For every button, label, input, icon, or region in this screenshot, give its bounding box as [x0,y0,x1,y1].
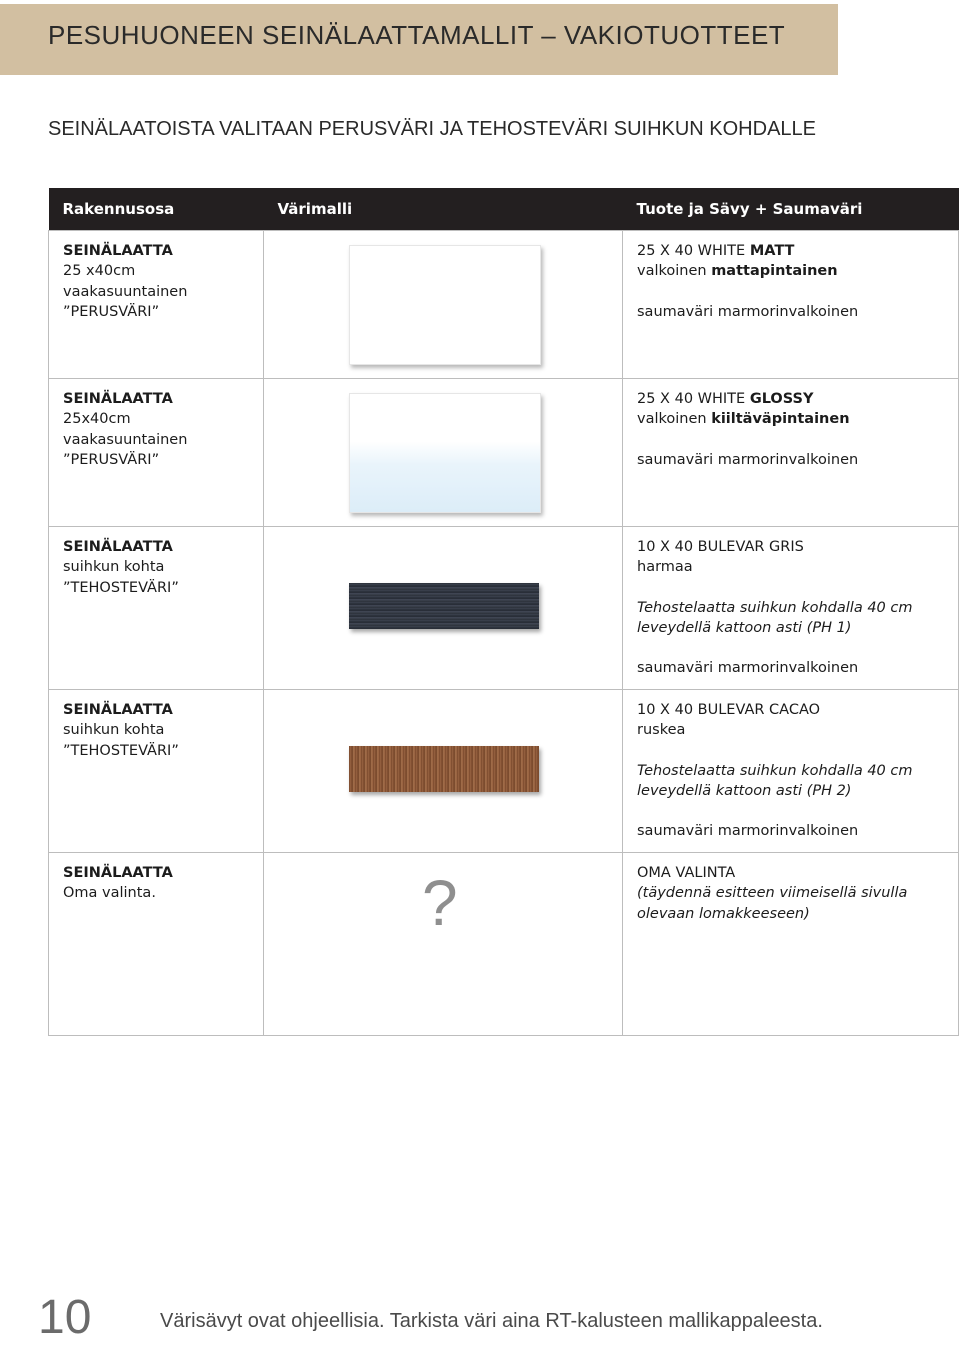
bulevar-gris-tile-swatch [349,583,539,629]
part-line: suihkun kohta [63,722,165,739]
product-shade: valkoinen mattapintainen [637,263,838,280]
part-cell [49,231,264,379]
table-row [49,690,959,853]
part-line: ”PERUSVÄRI” [63,451,160,468]
part-cell [49,853,264,1036]
part-cell [49,690,264,853]
question-mark-icon: ? [422,867,458,939]
product-name: 10 X 40 BULEVAR GRIS [637,539,804,555]
part-title: SEINÄLAATTA [63,539,173,555]
grout-color: saumaväri marmorinvalkoinen [637,303,859,320]
page-title: PESUHUONEEN SEINÄLAATTAMALLIT – VAKIOTUOTTEET [48,20,786,50]
product-cell [623,690,959,853]
part-title: SEINÄLAATTA [63,243,173,259]
product-name: 25 X 40 WHITE MATT [637,243,795,259]
product-note: (täydennä esitteen viimeisellä sivulla [637,885,908,902]
product-note: leveydellä kattoon asti (PH 2) [637,782,852,799]
product-note: Tehostelaatta suihkun kohdalla 40 cm [637,599,913,616]
white-matt-tile-swatch [349,245,541,365]
product-note: leveydellä kattoon asti (PH 1) [637,619,852,636]
product-cell [623,379,959,527]
product-name: OMA VALINTA [637,865,736,881]
part-title: SEINÄLAATTA [63,702,173,718]
column-header-product: Tuote ja Sävy + Saumaväri [623,188,959,231]
swatch-cell [264,853,623,1036]
page-subtitle: SEINÄLAATOISTA VALITAAN PERUSVÄRI JA TEHOSTEVÄRI SUIHKUN KOHDALLE [48,118,816,140]
grout-color: saumaväri marmorinvalkoinen [637,451,859,468]
product-shade: harmaa [637,559,693,576]
part-cell [49,379,264,527]
product-note: Tehostelaatta suihkun kohdalla 40 cm [637,762,913,779]
swatch-cell [264,690,623,853]
column-header-color-model: Värimalli [264,188,623,231]
footer-note: Värisävyt ovat ohjeellisia. Tarkista väri aina RT-kalusteen mallikappaleesta. [160,1310,823,1332]
swatch-cell [264,379,623,527]
table-header-row [49,188,959,231]
part-line: Oma valinta. [63,885,156,902]
swatch-cell [264,231,623,379]
table-row [49,853,959,1036]
part-line: suihkun kohta [63,559,165,576]
column-header-part: Rakennusosa [49,188,264,231]
table-row [49,231,959,379]
product-cell [623,853,959,1036]
product-cell [623,527,959,690]
grout-color: saumaväri marmorinvalkoinen [637,660,859,677]
table-row [49,527,959,690]
part-line: ”TEHOSTEVÄRI” [63,579,179,596]
grout-color: saumaväri marmorinvalkoinen [637,823,859,840]
part-line: vaakasuuntainen [63,283,188,300]
product-name: 25 X 40 WHITE GLOSSY [637,391,814,407]
part-line: 25x40cm [63,411,131,428]
part-title: SEINÄLAATTA [63,391,173,407]
tile-table [48,188,959,1036]
part-title: SEINÄLAATTA [63,865,173,881]
table-row [49,379,959,527]
swatch-cell [264,527,623,690]
part-line: ”PERUSVÄRI” [63,303,160,320]
product-shade: valkoinen kiiltäväpintainen [637,411,850,428]
page-number: 10 [38,1291,92,1344]
white-glossy-tile-swatch [349,393,541,513]
product-cell [623,231,959,379]
product-note: olevaan lomakkeeseen) [637,905,810,922]
part-line: 25 x40cm [63,263,136,280]
product-shade: ruskea [637,722,686,739]
bulevar-cacao-tile-swatch [349,746,539,792]
product-name: 10 X 40 BULEVAR CACAO [637,702,821,718]
part-line: vaakasuuntainen [63,431,188,448]
part-cell [49,527,264,690]
part-line: ”TEHOSTEVÄRI” [63,742,179,759]
